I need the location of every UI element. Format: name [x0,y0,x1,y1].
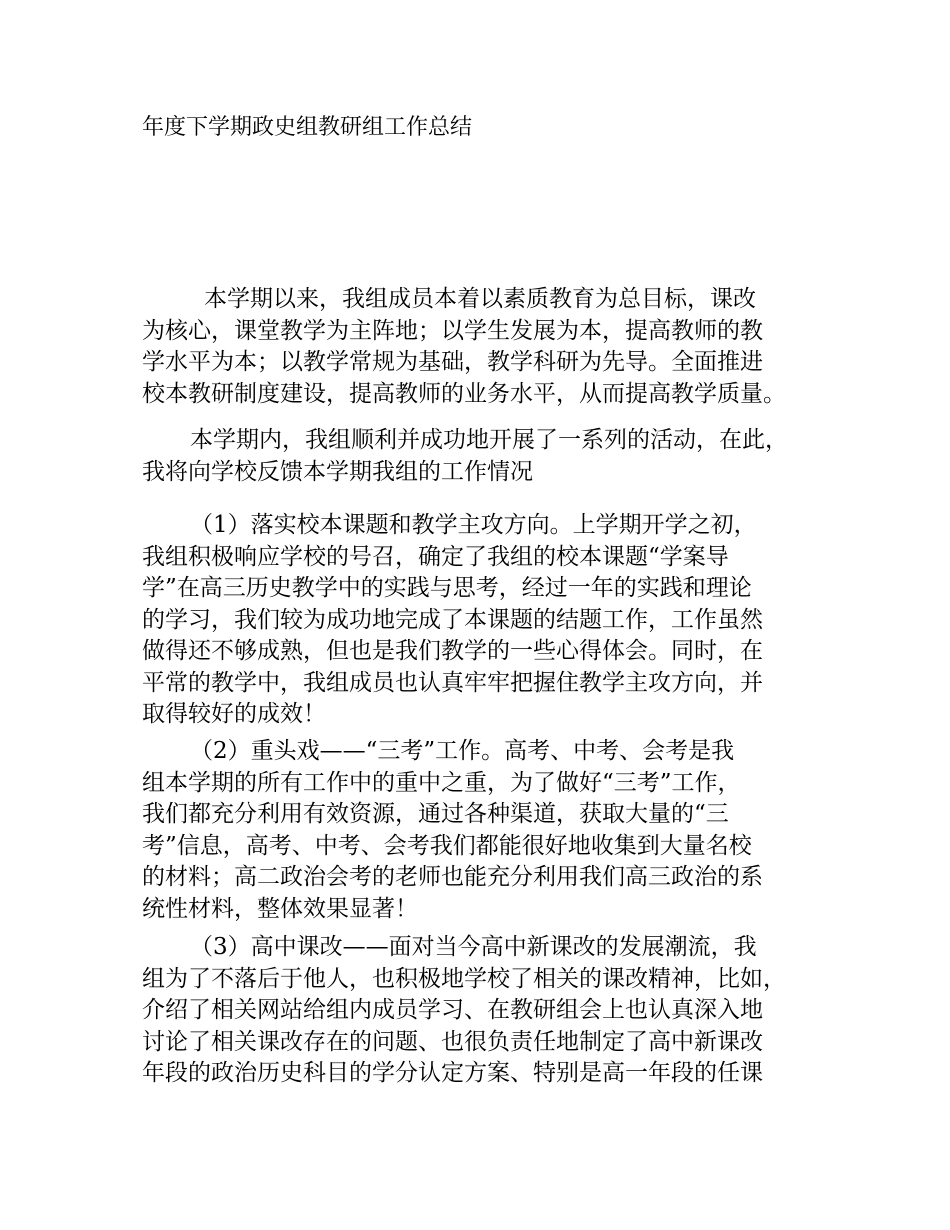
paragraph-line: 年段的政治历史科目的学分认定方案、特别是高一年段的任课 [142,1060,763,1086]
paragraph-line: 我将向学校反馈本学期我组的工作情况 [142,458,533,485]
paragraph-line: 我组积极响应学校的号召，确定了我组的校本课题“学案导 [142,543,729,570]
paragraph-line: 本学期以来，我组成员本着以素质教育为总目标，课改 [204,286,756,312]
paragraph-line: 为核心，课堂教学为主阵地；以学生发展为本，提高教师的教 [142,317,763,344]
paragraph-item-3 [142,932,842,1090]
paragraph-line: 平常的教学中，我组成员也认真牢牢把握住教学主攻方向，并 [142,669,763,696]
paragraph-line: 本学期内，我组顺利并成功地开展了一系列的活动，在此， [190,427,788,453]
document-title: 年度下学期政史组教研组工作总结 [142,115,473,140]
paragraph-line: 介绍了相关网站给组内成员学习、在教研组会上也认真深入地 [142,997,763,1023]
paragraph-line: 统性材料，整体效果显著！ [142,895,418,922]
paragraph-line: （3）高中课改——面对当今高中新课改的发展潮流，我 [190,934,757,960]
paragraph-line: 组本学期的所有工作中的重中之重，为了做好“三考”工作， [142,769,741,796]
paragraph-line: 组为了不落后于他人，也积极地学校了相关的课改精神，比如， [142,965,786,992]
paragraph-line: 学水平为本；以教学常规为基础，教学科研为先导。全面推进 [142,349,763,375]
paragraph-line: （1）落实校本课题和教学主攻方向。上学期开学之初， [190,512,757,538]
paragraph-item-2 [142,736,842,925]
paragraph-line: 的学习，我们较为成功地完成了本课题的结题工作，工作虽然 [142,606,763,633]
paragraph-line: 学”在高三历史教学中的实践与思考，经过一年的实践和理论 [142,575,752,601]
paragraph-line: 我们都充分利用有效资源，通过各种渠道，获取大量的“三 [142,801,729,827]
paragraph-line: 的材料；高二政治会考的老师也能充分利用我们高三政治的系 [142,864,763,890]
paragraph-line: 校本教研制度建设，提高教师的业务水平，从而提高教学质量。 [142,380,786,407]
paragraph-line: 考”信息，高考、中考、会考我们都能很好地收集到大量名校 [142,832,752,859]
paragraph-item-1 [142,510,842,731]
paragraph-intro [142,284,842,410]
paragraph-line: （2）重头戏——“三考”工作。高考、中考、会考是我 [190,738,735,764]
paragraph-line: 讨论了相关课改存在的问题、也很负责任地制定了高中新课改 [142,1028,763,1055]
paragraph-line: 做得还不够成熟，但也是我们教学的一些心得体会。同时，在 [142,638,763,664]
paragraph-overview [142,425,842,488]
paragraph-line: 取得较好的成效！ [142,701,326,727]
